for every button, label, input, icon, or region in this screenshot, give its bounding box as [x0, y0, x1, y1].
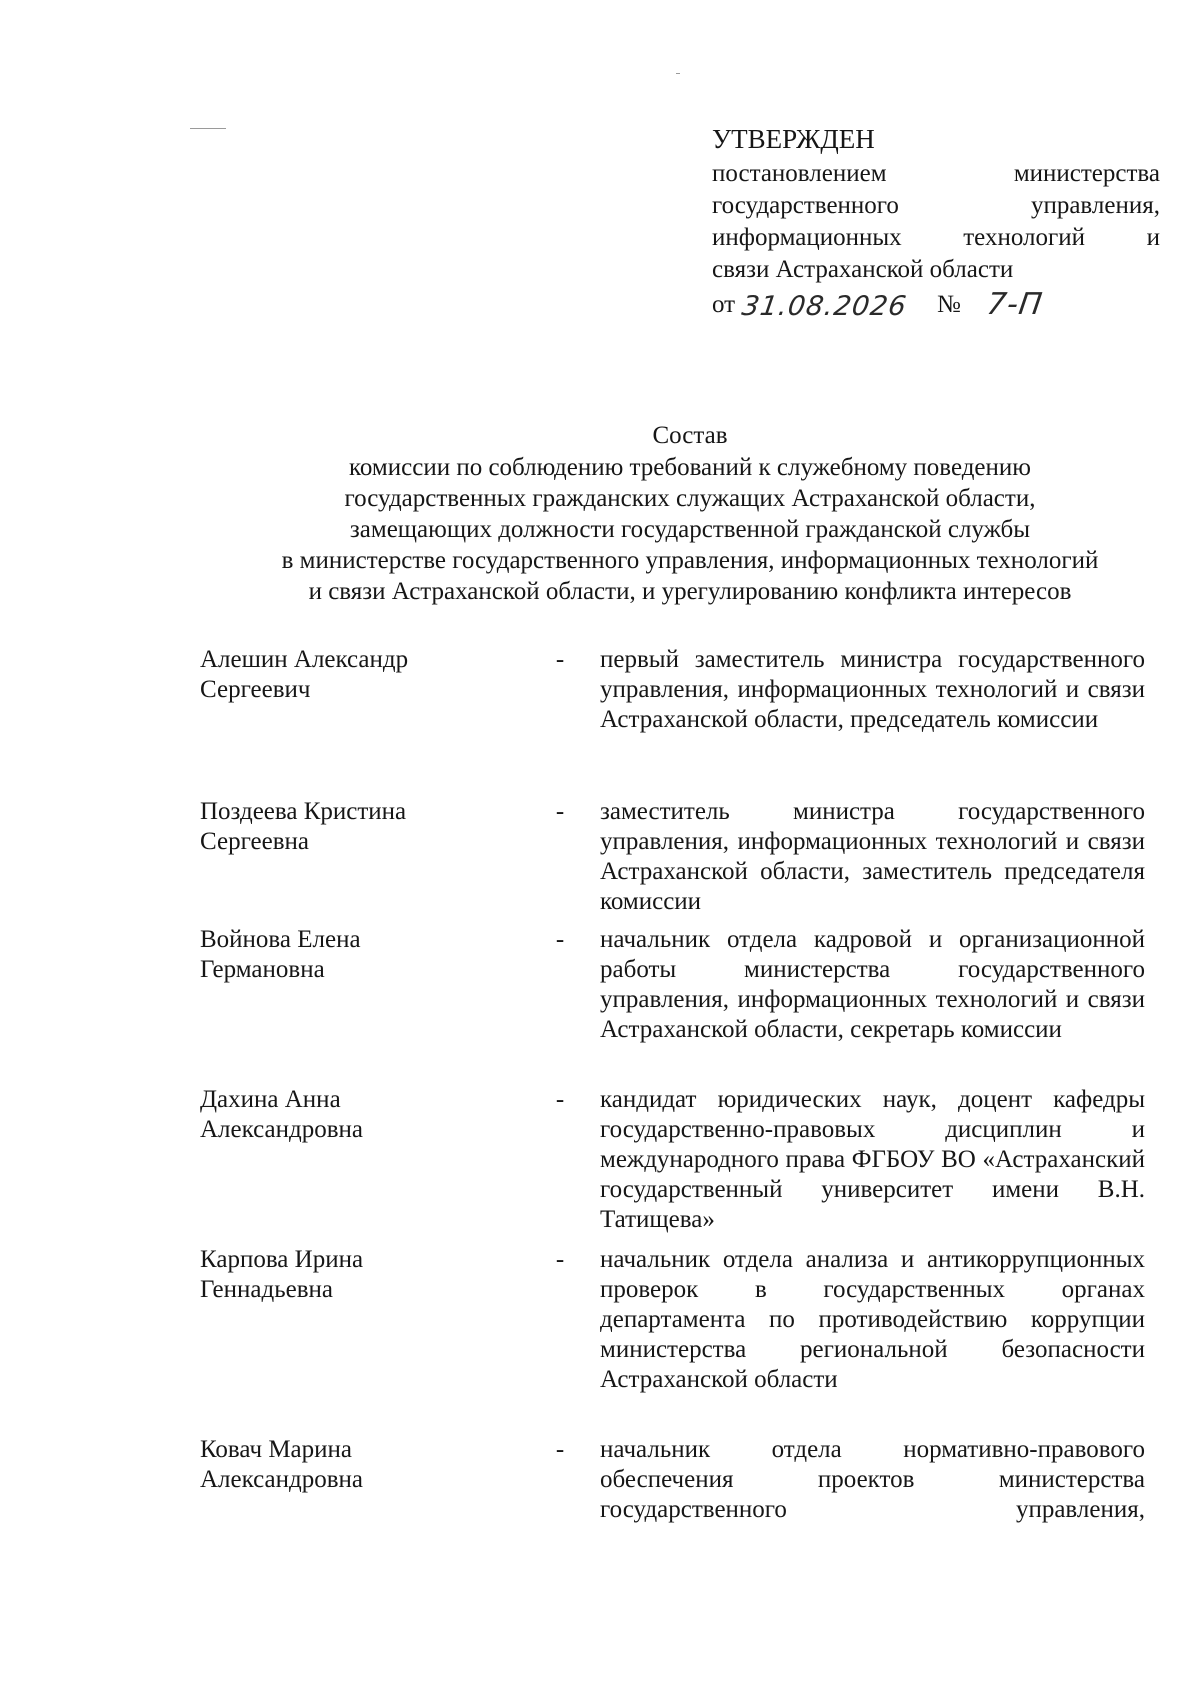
approval-line: государственного управления,: [712, 192, 1160, 219]
member-row: [200, 797, 1160, 925]
member-patronymic: Германовна: [200, 956, 325, 983]
member-surname-name: Алешин Александр: [200, 646, 409, 673]
number-sign: №: [937, 291, 961, 318]
member-row: [200, 1435, 1160, 1535]
member-row: [200, 925, 1160, 1085]
approval-line: постановлением министерства: [712, 160, 1160, 187]
document-title: [195, 420, 1185, 607]
scan-speck: [190, 128, 226, 129]
member-role: заместитель министра государственного управления, информационных технологий и связи Астраханской области, заместитель председателя комиссии: [600, 798, 1145, 915]
member-name: [200, 1085, 540, 1245]
scan-speck: [676, 73, 680, 74]
member-patronymic: Сергеевна: [200, 828, 309, 855]
member-dash: -: [555, 646, 565, 673]
approval-block: [712, 122, 1160, 328]
title-line: и связи Астраханской области, и урегулированию конфликта интересов: [308, 578, 1072, 605]
title-line: государственных гражданских служащих Астраханской области,: [344, 485, 1036, 512]
handwritten-date: 31.08.2026: [739, 291, 909, 322]
member-patronymic: Сергеевич: [200, 676, 311, 703]
member-patronymic: Александровна: [200, 1116, 364, 1143]
title-line: замещающих должности государственной гражданской службы: [349, 516, 1031, 543]
member-row: [200, 645, 1160, 797]
member-name: [200, 797, 540, 925]
handwritten-number: 7-П: [984, 287, 1046, 322]
member-row: [200, 1245, 1160, 1435]
member-row: [200, 1085, 1160, 1245]
member-role: первый заместитель министра государственного управления, информационных технологий и связи Астраханской области, председатель комиссии: [600, 646, 1145, 733]
approval-line: информационных технологий и: [712, 224, 1160, 251]
title-line: в министерстве государственного управления, информационных технологий: [281, 547, 1099, 574]
member-role: начальник отдела кадровой и организационной работы министерства государственного управления, информационных технологий и связи Астраханской области, секретарь комиссии: [600, 926, 1145, 1043]
members-list: [200, 645, 1160, 1535]
member-dash: -: [555, 798, 565, 825]
member-dash: -: [555, 1436, 565, 1463]
member-surname-name: Дахина Анна: [200, 1086, 341, 1113]
member-dash: -: [555, 1086, 565, 1113]
member-name: [200, 925, 540, 1085]
member-role: начальник отдела нормативно-правового обеспечения проектов министерства государственного управления,: [600, 1436, 1145, 1523]
member-patronymic: Александровна: [200, 1466, 364, 1493]
member-patronymic: Геннадьевна: [200, 1276, 333, 1303]
member-role: начальник отдела анализа и антикоррупционных проверок в государственных органах департамента по противодействию коррупции министерства региональной безопасности Астраханской области: [600, 1246, 1145, 1393]
member-name: [200, 1245, 540, 1435]
member-dash: -: [555, 1246, 565, 1273]
approval-line: связи Астраханской области: [712, 256, 1014, 283]
member-surname-name: Поздеева Кристина: [200, 798, 407, 825]
member-dash: -: [555, 926, 565, 953]
member-surname-name: Карпова Ирина: [200, 1246, 364, 1273]
member-name: [200, 645, 540, 797]
approval-date-line: [712, 288, 1160, 328]
member-surname-name: Войнова Елена: [200, 926, 361, 953]
title-line: комиссии по соблюдению требований к служебному поведению: [349, 454, 1031, 481]
member-surname-name: Ковач Марина: [200, 1436, 353, 1463]
title-heading: Состав: [652, 422, 728, 449]
member-name: [200, 1435, 540, 1535]
approval-heading: УТВЕРЖДЕН: [712, 124, 875, 154]
member-role: кандидат юридических наук, доцент кафедры государственно-правовых дисциплин и международного права ФГБОУ ВО «Астраханский государственный университет имени В.Н. Татищева»: [600, 1086, 1145, 1233]
date-prefix: от: [712, 291, 736, 318]
